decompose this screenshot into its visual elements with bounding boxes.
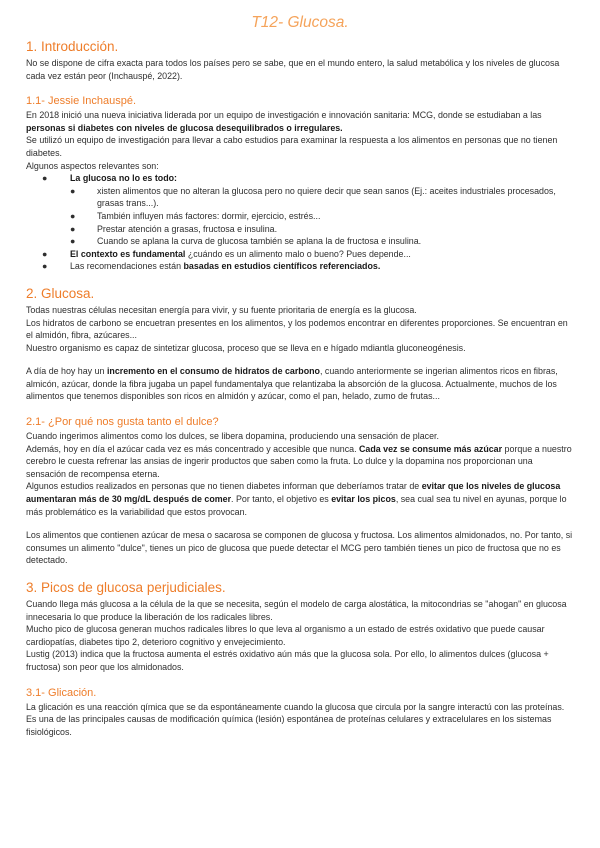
paragraph: Los hidratos de carbono se encuetran presentes en los alimentos, y los podemos encontrar en diferentes proporciones. Se encuentran en el almidón, fibra, azúcares... (26, 317, 568, 341)
list-item: ● El contexto es fundamental ¿cuándo es un alimento malo o bueno? Pues depende... (42, 248, 411, 259)
paragraph: No se dispone de cifra exacta para todos los países pero se sabe, que en el mundo entero, la salud metabólica y los niveles de glucosa cada vez están peor (Inchauspé, 2022). (26, 58, 560, 81)
section-heading-picos: 3. Picos de glucosa perjudiciales. (26, 580, 226, 595)
paragraph: Nuestro organismo es capaz de sintetizar glucosa, proceso que se lleva en e hígado mdiantla gluconeogénesis. (26, 342, 466, 353)
section-heading-introduccion: 1. Introducción. (26, 39, 119, 54)
subsection-heading-dulce: 2.1- ¿Por qué nos gusta tanto el dulce? (26, 416, 219, 429)
page-title: T12- Glucosa. (251, 14, 349, 31)
paragraph: Los alimentos que contienen azúcar de mesa o sacarosa se componen de glucosa y fructosa. Los alimentos almidonados, no. Por tanto, si consumes un alimento "dulce", tienes un pico de glucosa que puede detectar el MCG pero también tienes un pico de fructosa que no es detectado. (26, 530, 573, 566)
paragraph: Además, hoy en día el azúcar cada vez es más concentrado y accesible que nunca. Cada vez se consume más azúcar porque a nuestro cerebro le cuesta refrenar las ansias de ingerir productos que saben como la fruta. Lo dulce y la dopamina nos proporcionan una sensación de recompensa eterna. (26, 443, 572, 479)
paragraph: Lustig (2013) indica que la fructosa aumenta el estrés oxidativo aún más que la glucosa sola. Por ello, lo alimentos dulces (glucosa + fructosa) son peor que los almidonados. (26, 649, 549, 672)
list-item: ● xisten alimentos que no alteran la glucosa pero no quiere decir que sean sanos (Ej.: aceites industriales procesados, grasas trans...). (70, 185, 556, 209)
paragraph: Algunos aspectos relevantes son: (26, 160, 159, 171)
paragraph: Se utilizó un equipo de investigación para llevar a cabo estudios para examinar la respuesta a los alimentos en personas que no tienen diabetes. (26, 135, 558, 158)
paragraph: Es una de las principales causas de modificación química (lesión) espontánea de proteínas celulares y extracelulares en los sistemas fisiológicos. (26, 714, 552, 737)
list-item: ● Cuando se aplana la curva de glucosa también se aplana la de fructosa e insulina. (70, 236, 422, 247)
subsection-heading-glicacion: 3.1- Glicación. (26, 686, 97, 699)
paragraph: Cuando llega más glucosa a la célula de la que se necesita, según el modelo de carga alostática, la mitocondrias se "ahogan" en glucosa innecesaria lo que produce la liberación de los radicales libres. (26, 599, 567, 622)
paragraph: Cuando ingerimos alimentos como los dulces, se libera dopamina, produciendo una sensación de placer. (26, 431, 439, 442)
bullet-list (26, 172, 574, 273)
subsection-heading-jessie: 1.1- Jessie Inchauspé. (26, 95, 137, 108)
paragraph: Mucho pico de glucosa generan muchos radicales libres lo que leva al organismo a un estado de estrés oxidativo que puede causar cardiopatías, diabetes tipo 2, deterioro cognitivo y envejecimiento. (26, 624, 545, 647)
paragraph: Todas nuestras células necesitan energía para vivir, y su fuente prioritaria de energía es la glucosa. (26, 304, 417, 315)
section-heading-glucosa: 2. Glucosa. (26, 285, 95, 301)
list-item: ● También influyen más factores: dormir, ejercicio, estrés... (70, 210, 321, 221)
paragraph: La glicación es una reacción qímica que se da espontáneamente cuando la glucosa que circula por la sangre interactú con las proteínas. (26, 701, 565, 712)
paragraph: A día de hoy hay un incremento en el consumo de hidratos de carbono, cuando anteriormente se ingerian alimentos ricos en fibras, almicón, azúcar, donde la fibra jugaba un papel fundamentalya que relantizaba la absorción de la glucosa. Actualmente, muchos de los alimentos que tenemos disponibles son ricos en almidón y azúcar, como el pan, helado, zumo de frutas... (26, 366, 558, 402)
paragraph: Algunos estudios realizados en personas que no tienen diabetes informan que deberíamos tratar de evitar que los niveles de glucosa aumentaran más de 30 mg/dL después de comer. Por tanto, el objetivo es evitar los picos, sea cual sea tu nivel en ayunas, porque lo más problemático es la variabilidad que estos provocan. (26, 481, 567, 517)
list-item: ● Prestar atención a grasas, fructosa e insulina. (70, 223, 278, 234)
list-item: ● La glucosa no lo es todo: (42, 173, 177, 184)
paragraph: En 2018 inició una nueva iniciativa liderada por un equipo de investigación e innovación sanitaria: MCG, donde se estudiaban a las personas si diabetes con niveles de glucosa desequilibrados o irregulares. (26, 110, 542, 133)
list-item: ● Las recomendaciones están basadas en estudios científicos referenciados. (42, 261, 381, 272)
